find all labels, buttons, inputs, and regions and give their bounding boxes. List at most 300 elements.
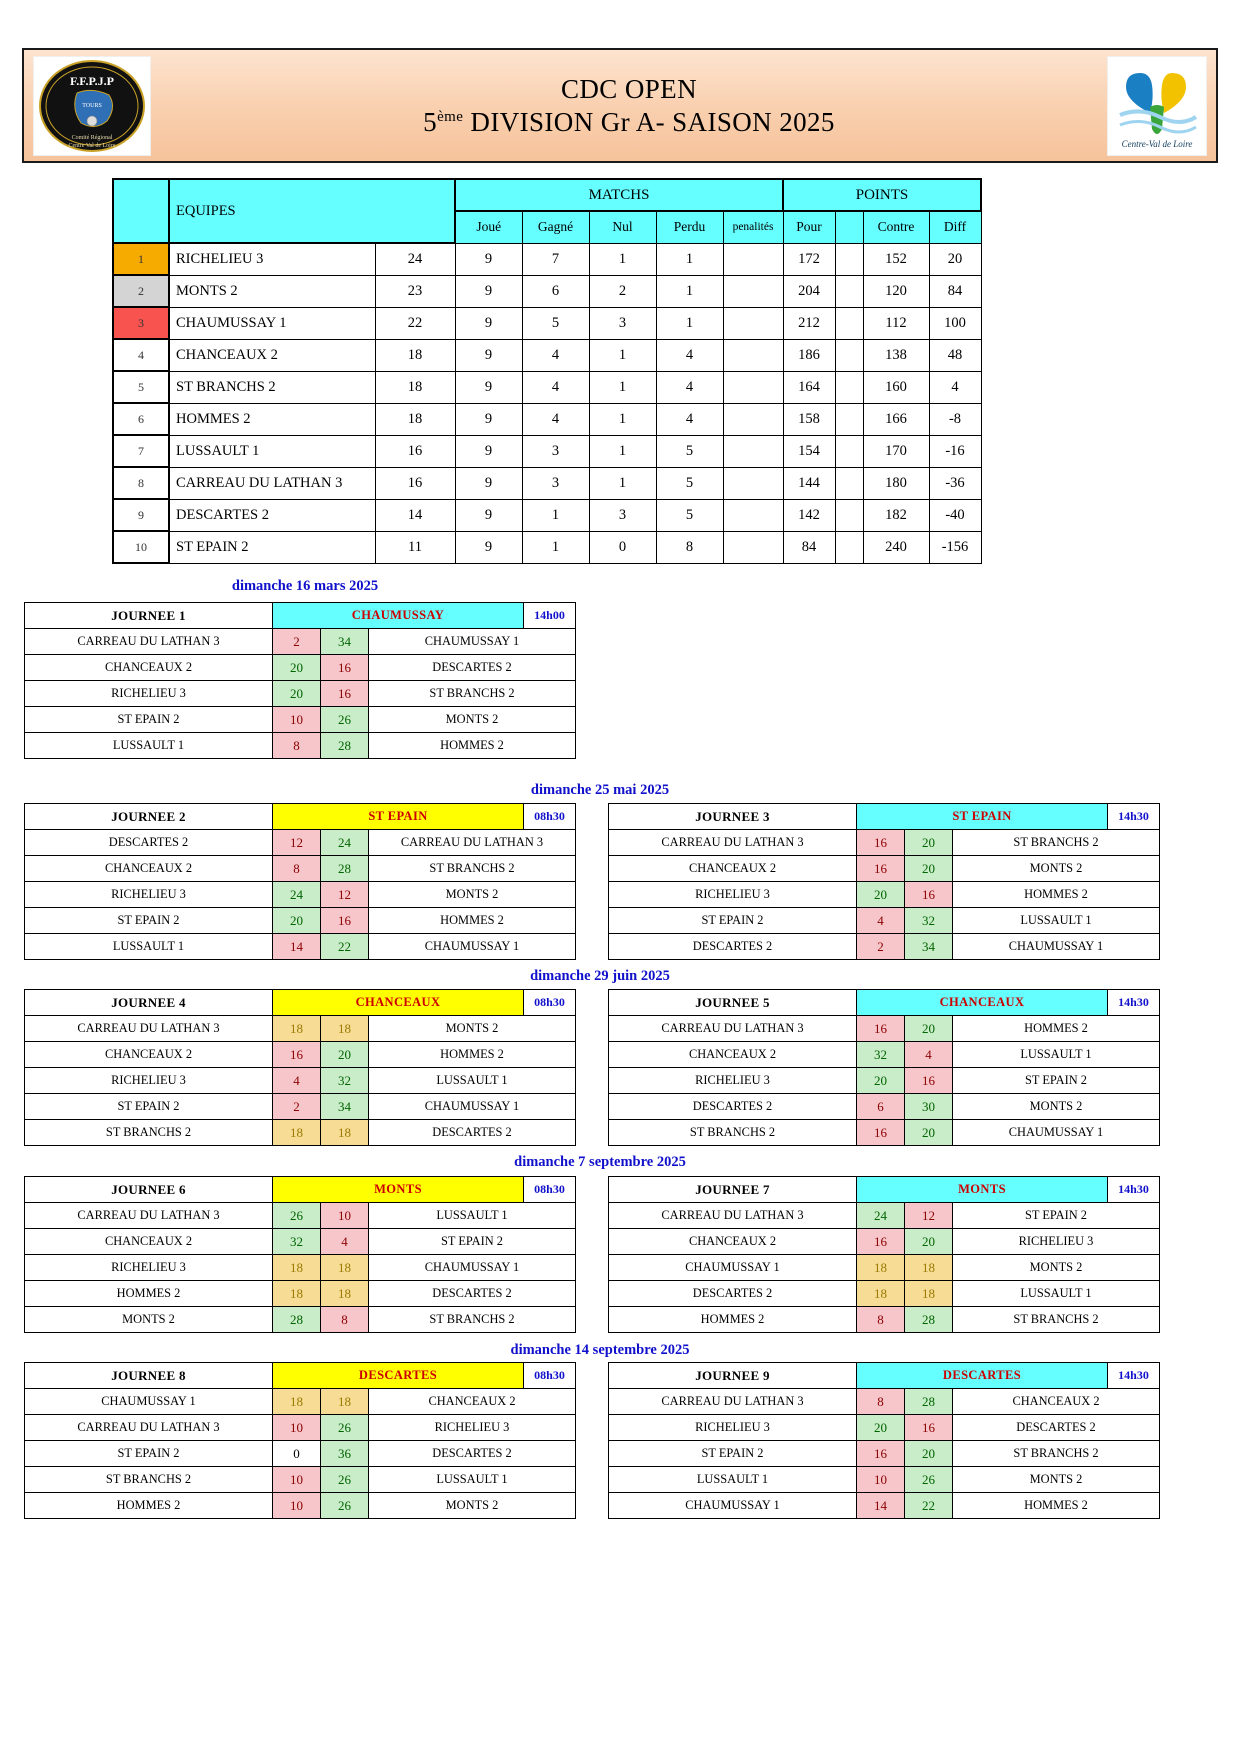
- match-away-score: 20: [905, 1441, 953, 1467]
- schedule-date-label: dimanche 14 septembre 2025: [510, 1342, 690, 1358]
- match-row: [25, 629, 576, 655]
- match-home-score: 20: [273, 681, 321, 707]
- standings-body: [113, 243, 981, 563]
- match-row: [25, 1415, 576, 1441]
- header-pour: Pour: [783, 211, 835, 243]
- match-away-score: 20: [905, 1016, 953, 1042]
- match-away-team: ST BRANCHS 2: [953, 1307, 1160, 1333]
- header-diff: Diff: [929, 211, 981, 243]
- match-home-team: CARREAU DU LATHAN 3: [609, 1203, 857, 1229]
- match-away-team: HOMMES 2: [953, 882, 1160, 908]
- journee-time: 14h30: [1108, 990, 1160, 1016]
- cell-nul: 3: [589, 499, 656, 531]
- table-row: [113, 435, 981, 467]
- match-home-team: CHANCEAUX 2: [25, 856, 273, 882]
- cell-team: ST EPAIN 2: [169, 531, 375, 563]
- match-home-score: 12: [273, 830, 321, 856]
- match-home-team: MONTS 2: [25, 1307, 273, 1333]
- journee-block: [24, 803, 576, 960]
- match-home-team: CARREAU DU LATHAN 3: [25, 629, 273, 655]
- match-home-team: CHANCEAUX 2: [609, 1229, 857, 1255]
- header-contre: Contre: [863, 211, 929, 243]
- match-row: [609, 1389, 1160, 1415]
- journee-host-club: MONTS: [273, 1177, 524, 1203]
- match-away-team: HOMMES 2: [369, 733, 576, 759]
- match-home-team: CARREAU DU LATHAN 3: [609, 830, 857, 856]
- match-away-team: DESCARTES 2: [369, 1120, 576, 1146]
- cell-perdu: 4: [656, 403, 723, 435]
- match-home-score: 10: [273, 1467, 321, 1493]
- match-away-score: 4: [321, 1229, 369, 1255]
- cell-perdu: 5: [656, 499, 723, 531]
- match-away-team: CHAUMUSSAY 1: [369, 934, 576, 960]
- header-points: POINTS: [783, 179, 981, 211]
- match-away-team: LUSSAULT 1: [369, 1467, 576, 1493]
- journee-time: 08h30: [524, 1177, 576, 1203]
- match-away-score: 18: [321, 1016, 369, 1042]
- match-home-team: CHAUMUSSAY 1: [609, 1493, 857, 1519]
- match-away-score: 18: [905, 1255, 953, 1281]
- cell-gagne: 1: [522, 499, 589, 531]
- match-away-score: 18: [321, 1389, 369, 1415]
- match-row: [25, 1493, 576, 1519]
- match-away-score: 34: [321, 629, 369, 655]
- cell-diff: 4: [929, 371, 981, 403]
- match-away-team: DESCARTES 2: [369, 1281, 576, 1307]
- journee-title: JOURNEE 5: [609, 990, 857, 1016]
- cell-gagne: 6: [522, 275, 589, 307]
- journee-header-row: [25, 990, 576, 1016]
- cell-points: 24: [375, 243, 455, 275]
- journee-host-club: MONTS: [857, 1177, 1108, 1203]
- match-home-team: DESCARTES 2: [609, 1281, 857, 1307]
- match-home-score: 16: [273, 1042, 321, 1068]
- cell-gagne: 3: [522, 435, 589, 467]
- match-home-team: ST EPAIN 2: [609, 1441, 857, 1467]
- match-away-score: 36: [321, 1441, 369, 1467]
- match-home-score: 4: [273, 1068, 321, 1094]
- cell-points: 18: [375, 371, 455, 403]
- journee-time: 14h30: [1108, 804, 1160, 830]
- journee-header-row: [25, 804, 576, 830]
- match-row: [25, 1307, 576, 1333]
- journee-host-club: CHANCEAUX: [857, 990, 1108, 1016]
- match-away-score: 34: [321, 1094, 369, 1120]
- banner-title-division-number: 5: [423, 106, 438, 137]
- match-home-team: RICHELIEU 3: [25, 681, 273, 707]
- cell-joue: 9: [455, 371, 522, 403]
- table-row: [113, 339, 981, 371]
- match-away-team: CHAUMUSSAY 1: [369, 629, 576, 655]
- match-row: [25, 707, 576, 733]
- cell-pour: 158: [783, 403, 835, 435]
- cell-diff: -8: [929, 403, 981, 435]
- journee-title: JOURNEE 1: [25, 603, 273, 629]
- match-home-score: 2: [273, 629, 321, 655]
- cell-team: MONTS 2: [169, 275, 375, 307]
- cell-pour-spacer: [835, 275, 863, 307]
- match-away-score: 20: [905, 856, 953, 882]
- match-home-score: 26: [273, 1203, 321, 1229]
- cell-diff: 84: [929, 275, 981, 307]
- journee-host-club: DESCARTES: [273, 1363, 524, 1389]
- cell-joue: 9: [455, 339, 522, 371]
- cell-contre: 120: [863, 275, 929, 307]
- match-home-team: ST EPAIN 2: [609, 908, 857, 934]
- match-away-team: MONTS 2: [953, 856, 1160, 882]
- match-home-team: RICHELIEU 3: [25, 882, 273, 908]
- journee-title: JOURNEE 2: [25, 804, 273, 830]
- table-row: [113, 403, 981, 435]
- journee-time: 14h30: [1108, 1363, 1160, 1389]
- cell-nul: 1: [589, 467, 656, 499]
- header-gagne: Gagné: [522, 211, 589, 243]
- cell-penalites: [723, 339, 783, 371]
- match-row: [25, 1441, 576, 1467]
- cell-penalites: [723, 307, 783, 339]
- cell-penalites: [723, 467, 783, 499]
- cell-team: CARREAU DU LATHAN 3: [169, 467, 375, 499]
- banner-title-line2: [151, 106, 1107, 139]
- match-row: [609, 830, 1160, 856]
- match-home-team: CHANCEAUX 2: [609, 1042, 857, 1068]
- match-row: [609, 1042, 1160, 1068]
- journee-time: 08h30: [524, 1363, 576, 1389]
- match-row: [609, 1229, 1160, 1255]
- match-away-score: 26: [905, 1467, 953, 1493]
- cell-pour-spacer: [835, 499, 863, 531]
- journee-header-row: [25, 603, 576, 629]
- match-home-score: 16: [857, 1120, 905, 1146]
- cell-pour-spacer: [835, 403, 863, 435]
- match-away-score: 16: [905, 1068, 953, 1094]
- cell-penalites: [723, 531, 783, 563]
- match-row: [609, 1203, 1160, 1229]
- cell-perdu: 4: [656, 371, 723, 403]
- match-away-team: CHAUMUSSAY 1: [369, 1255, 576, 1281]
- match-home-team: ST BRANCHS 2: [25, 1120, 273, 1146]
- journee-host-club: DESCARTES: [857, 1363, 1108, 1389]
- match-row: [25, 1094, 576, 1120]
- match-row: [25, 934, 576, 960]
- match-home-score: 18: [273, 1255, 321, 1281]
- svg-text:TOURS: TOURS: [82, 102, 102, 109]
- cell-pour-spacer: [835, 307, 863, 339]
- standings-header-row-1: [113, 179, 981, 211]
- journee-time: 14h00: [524, 603, 576, 629]
- journee-title: JOURNEE 4: [25, 990, 273, 1016]
- cell-pour: 204: [783, 275, 835, 307]
- cell-contre: 152: [863, 243, 929, 275]
- match-home-team: HOMMES 2: [25, 1281, 273, 1307]
- cell-pour-spacer: [835, 531, 863, 563]
- match-away-score: 22: [905, 1493, 953, 1519]
- match-row: [25, 733, 576, 759]
- cell-nul: 1: [589, 339, 656, 371]
- journee-time: 08h30: [524, 990, 576, 1016]
- journee-header-row: [25, 1363, 576, 1389]
- match-away-team: CARREAU DU LATHAN 3: [369, 830, 576, 856]
- cell-perdu: 5: [656, 435, 723, 467]
- match-away-team: ST BRANCHS 2: [369, 856, 576, 882]
- match-away-score: 20: [321, 1042, 369, 1068]
- match-away-team: ST EPAIN 2: [953, 1068, 1160, 1094]
- table-row: [113, 307, 981, 339]
- match-home-team: ST BRANCHS 2: [609, 1120, 857, 1146]
- table-row: [113, 243, 981, 275]
- banner-title-line1: CDC OPEN: [561, 73, 697, 104]
- cell-pour: 186: [783, 339, 835, 371]
- match-away-score: 8: [321, 1307, 369, 1333]
- cell-points: 23: [375, 275, 455, 307]
- match-away-team: ST BRANCHS 2: [369, 681, 576, 707]
- journee-time: 14h30: [1108, 1177, 1160, 1203]
- cell-joue: 9: [455, 499, 522, 531]
- match-row: [25, 1042, 576, 1068]
- cell-points: 11: [375, 531, 455, 563]
- cell-pour-spacer: [835, 467, 863, 499]
- match-home-team: DESCARTES 2: [25, 830, 273, 856]
- match-row: [609, 856, 1160, 882]
- svg-text:Centre Val de Loire: Centre Val de Loire: [68, 142, 116, 149]
- match-away-team: MONTS 2: [369, 707, 576, 733]
- journee-host-club: CHANCEAUX: [273, 990, 524, 1016]
- match-away-score: 24: [321, 830, 369, 856]
- match-away-team: MONTS 2: [953, 1094, 1160, 1120]
- match-away-score: 18: [905, 1281, 953, 1307]
- cell-nul: 1: [589, 435, 656, 467]
- header-matchs: MATCHS: [455, 179, 783, 211]
- journee-block: [24, 602, 576, 759]
- cell-contre: 138: [863, 339, 929, 371]
- match-row: [25, 1467, 576, 1493]
- match-row: [609, 1255, 1160, 1281]
- match-home-team: CARREAU DU LATHAN 3: [25, 1203, 273, 1229]
- cell-contre: 112: [863, 307, 929, 339]
- journee-block: [24, 1362, 576, 1519]
- match-away-score: 20: [905, 830, 953, 856]
- cell-pour-spacer: [835, 371, 863, 403]
- match-away-score: 22: [321, 934, 369, 960]
- table-row: [113, 371, 981, 403]
- match-away-team: ST BRANCHS 2: [369, 1307, 576, 1333]
- match-home-score: 18: [273, 1389, 321, 1415]
- match-away-team: HOMMES 2: [369, 1042, 576, 1068]
- region-centre-val-de-loire-icon: [1110, 59, 1204, 153]
- match-home-team: CARREAU DU LATHAN 3: [25, 1415, 273, 1441]
- match-home-score: 8: [857, 1389, 905, 1415]
- cell-points: 14: [375, 499, 455, 531]
- match-row: [609, 908, 1160, 934]
- cell-pour-spacer: [835, 339, 863, 371]
- cell-contre: 182: [863, 499, 929, 531]
- match-home-team: ST EPAIN 2: [25, 1094, 273, 1120]
- cell-gagne: 4: [522, 403, 589, 435]
- cell-gagne: 4: [522, 371, 589, 403]
- match-away-team: ST BRANCHS 2: [953, 1441, 1160, 1467]
- journee-title: JOURNEE 8: [25, 1363, 273, 1389]
- cell-points: 22: [375, 307, 455, 339]
- match-home-score: 18: [273, 1281, 321, 1307]
- match-row: [609, 1415, 1160, 1441]
- match-home-score: 20: [857, 1415, 905, 1441]
- cell-team: RICHELIEU 3: [169, 243, 375, 275]
- ffpjp-logo-icon: [37, 59, 147, 153]
- cell-penalites: [723, 275, 783, 307]
- cell-rank: 8: [113, 467, 169, 499]
- journee-header-row: [609, 1363, 1160, 1389]
- page-banner: [22, 48, 1218, 163]
- match-home-team: HOMMES 2: [609, 1307, 857, 1333]
- match-row: [25, 1068, 576, 1094]
- match-home-team: DESCARTES 2: [609, 934, 857, 960]
- match-home-score: 28: [273, 1307, 321, 1333]
- match-away-score: 12: [321, 882, 369, 908]
- schedule-date-label: dimanche 25 mai 2025: [530, 782, 670, 798]
- match-away-score: 26: [321, 1467, 369, 1493]
- match-away-score: 16: [321, 655, 369, 681]
- cell-rank: 9: [113, 499, 169, 531]
- match-home-score: 18: [857, 1281, 905, 1307]
- match-away-score: 28: [905, 1389, 953, 1415]
- match-home-team: RICHELIEU 3: [25, 1255, 273, 1281]
- region-logo-text: Centre-Val de Loire: [1121, 138, 1193, 149]
- cell-rank: 1: [113, 243, 169, 275]
- match-row: [25, 1229, 576, 1255]
- cell-rank: 5: [113, 371, 169, 403]
- cell-contre: 180: [863, 467, 929, 499]
- match-away-team: HOMMES 2: [953, 1493, 1160, 1519]
- cell-perdu: 4: [656, 339, 723, 371]
- match-home-team: CARREAU DU LATHAN 3: [25, 1016, 273, 1042]
- cell-diff: 48: [929, 339, 981, 371]
- match-away-team: LUSSAULT 1: [953, 1281, 1160, 1307]
- svg-text:F.F.P.J.P: F.F.P.J.P: [69, 73, 115, 88]
- header-nul: Nul: [589, 211, 656, 243]
- match-away-team: MONTS 2: [369, 882, 576, 908]
- match-row: [25, 856, 576, 882]
- match-home-score: 2: [273, 1094, 321, 1120]
- cell-team: ST BRANCHS 2: [169, 371, 375, 403]
- cell-nul: 1: [589, 371, 656, 403]
- match-home-score: 10: [273, 707, 321, 733]
- cell-perdu: 1: [656, 243, 723, 275]
- header-joue: Joué: [455, 211, 522, 243]
- journee-block: [608, 1176, 1160, 1333]
- match-row: [609, 1068, 1160, 1094]
- journee-host-club: CHAUMUSSAY: [273, 603, 524, 629]
- match-home-score: 20: [857, 1068, 905, 1094]
- match-away-score: 12: [905, 1203, 953, 1229]
- match-home-score: 24: [273, 882, 321, 908]
- cell-diff: 100: [929, 307, 981, 339]
- header-penalites: penalités: [723, 211, 783, 243]
- match-row: [25, 1120, 576, 1146]
- match-away-score: 4: [905, 1042, 953, 1068]
- header-pour-spacer: [835, 211, 863, 243]
- match-home-team: ST EPAIN 2: [25, 707, 273, 733]
- cell-penalites: [723, 403, 783, 435]
- match-away-team: MONTS 2: [369, 1493, 576, 1519]
- cell-points: 16: [375, 467, 455, 499]
- match-away-score: 20: [905, 1120, 953, 1146]
- match-home-score: 20: [273, 908, 321, 934]
- match-home-team: RICHELIEU 3: [609, 1415, 857, 1441]
- match-home-team: RICHELIEU 3: [609, 1068, 857, 1094]
- journee-header-row: [609, 804, 1160, 830]
- journee-block: [24, 1176, 576, 1333]
- match-away-team: ST EPAIN 2: [953, 1203, 1160, 1229]
- match-away-team: MONTS 2: [953, 1467, 1160, 1493]
- journee-block: [608, 1362, 1160, 1519]
- cell-pour: 154: [783, 435, 835, 467]
- cell-contre: 166: [863, 403, 929, 435]
- match-away-team: HOMMES 2: [953, 1016, 1160, 1042]
- schedule-date-label: dimanche 16 mars 2025: [231, 578, 379, 594]
- match-away-score: 28: [321, 856, 369, 882]
- match-row: [609, 1120, 1160, 1146]
- match-away-score: 16: [905, 882, 953, 908]
- match-home-team: HOMMES 2: [25, 1493, 273, 1519]
- svg-text:Comité Régional: Comité Régional: [71, 134, 113, 141]
- ffpjp-logo: [33, 56, 151, 156]
- match-home-score: 16: [857, 830, 905, 856]
- match-row: [609, 1493, 1160, 1519]
- match-home-team: CHANCEAUX 2: [25, 1229, 273, 1255]
- match-away-team: DESCARTES 2: [953, 1415, 1160, 1441]
- match-away-team: DESCARTES 2: [369, 655, 576, 681]
- match-home-score: 32: [857, 1042, 905, 1068]
- cell-pour: 84: [783, 531, 835, 563]
- match-home-team: RICHELIEU 3: [609, 882, 857, 908]
- cell-rank: 3: [113, 307, 169, 339]
- cell-rank: 4: [113, 339, 169, 371]
- cell-perdu: 8: [656, 531, 723, 563]
- match-home-team: ST EPAIN 2: [25, 908, 273, 934]
- cell-diff: -16: [929, 435, 981, 467]
- match-away-team: ST EPAIN 2: [369, 1229, 576, 1255]
- match-row: [25, 681, 576, 707]
- match-row: [25, 1281, 576, 1307]
- match-home-team: CHAUMUSSAY 1: [609, 1255, 857, 1281]
- cell-nul: 0: [589, 531, 656, 563]
- match-away-score: 30: [905, 1094, 953, 1120]
- cell-penalites: [723, 435, 783, 467]
- cell-contre: 160: [863, 371, 929, 403]
- match-away-team: CHAUMUSSAY 1: [953, 1120, 1160, 1146]
- cell-team: HOMMES 2: [169, 403, 375, 435]
- cell-team: CHANCEAUX 2: [169, 339, 375, 371]
- match-row: [609, 1441, 1160, 1467]
- match-away-score: 18: [321, 1255, 369, 1281]
- cell-rank: 7: [113, 435, 169, 467]
- match-home-score: 10: [273, 1415, 321, 1441]
- cell-rank: 6: [113, 403, 169, 435]
- journee-host-club: ST EPAIN: [273, 804, 524, 830]
- journee-block: [608, 989, 1160, 1146]
- cell-rank: 2: [113, 275, 169, 307]
- cell-joue: 9: [455, 467, 522, 499]
- journee-time: 08h30: [524, 804, 576, 830]
- match-row: [25, 830, 576, 856]
- match-home-team: LUSSAULT 1: [609, 1467, 857, 1493]
- table-row: [113, 531, 981, 563]
- cell-nul: 3: [589, 307, 656, 339]
- match-row: [609, 882, 1160, 908]
- match-home-score: 0: [273, 1441, 321, 1467]
- match-home-score: 10: [273, 1493, 321, 1519]
- match-away-team: ST BRANCHS 2: [953, 830, 1160, 856]
